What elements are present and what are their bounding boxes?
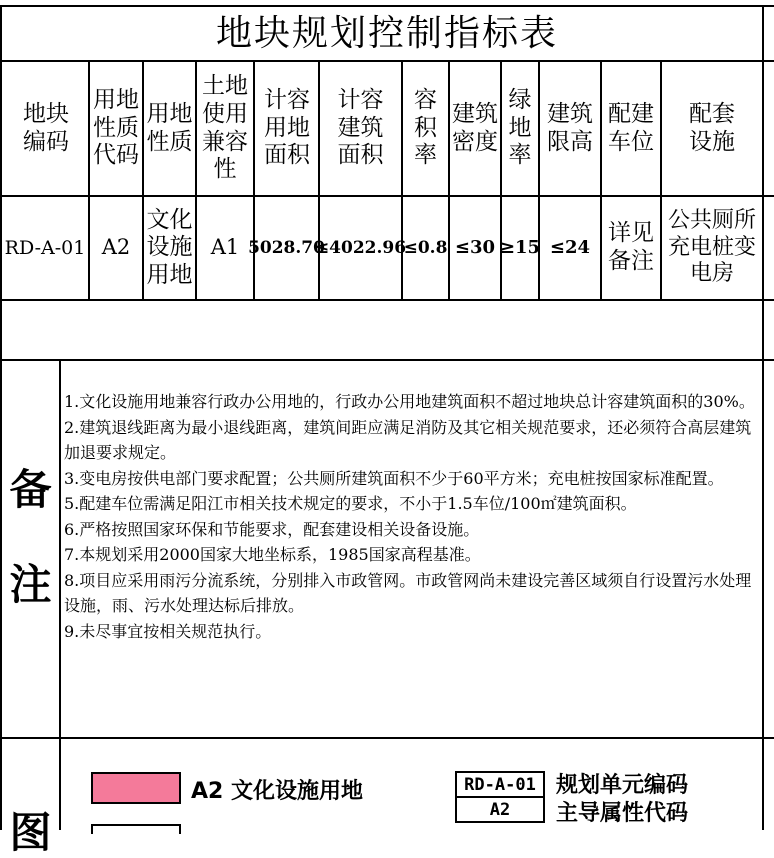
header-compat: 土地使用兼容性	[202, 73, 248, 183]
cell-floor-area: ≤4022.96	[314, 237, 407, 258]
note-item: 9.未尽事宜按相关规范执行。	[64, 621, 272, 641]
note-item: 3.变电房按供电部门要求配置；公共厕所建筑面积不少于60平方米；充电桩按国家标准配置。	[64, 468, 724, 488]
notes-label-1: 备	[9, 464, 52, 514]
header-land-use: 用地性质	[146, 100, 193, 155]
page-title: 地块规划控制指标表	[215, 12, 558, 54]
cell-green: ≥15	[499, 237, 541, 259]
header-green: 绿地率	[508, 87, 532, 169]
header-far: 容积率	[414, 87, 437, 169]
cell-height: ≤24	[549, 237, 591, 259]
cell-far: ≤0.8	[403, 237, 448, 258]
header-floor-area: 计容建筑面积	[337, 87, 384, 169]
border-line	[59, 359, 61, 830]
header-plot-code: 地块编码	[23, 100, 69, 155]
header-land-area: 计容用地面积	[264, 87, 310, 169]
attr-code-box: A2	[455, 796, 545, 823]
cell-land-area: 5028.70	[248, 237, 325, 258]
header-land-code: 用地性质代码	[93, 87, 139, 169]
unit-code-box: RD-A-01	[455, 771, 545, 798]
border-line	[0, 359, 774, 361]
cell-parking: 详见备注	[608, 220, 654, 274]
note-item: 1.文化设施用地兼容行政办公用地的，行政办公用地建筑面积不超过地块总计容建筑面积的30%。	[64, 392, 755, 411]
border-line	[0, 5, 2, 830]
note-item: 5.配建车位需满足阳江市相关技术规定的要求，不小于1.5车位/100㎡建筑面积。	[64, 494, 637, 513]
cell-density: ≤30	[454, 237, 496, 259]
border-line	[0, 299, 774, 301]
header-parking: 配建车位	[608, 100, 654, 155]
note-item: 6.严格按照国家环保和节能要求，配套建设相关设备设施。	[64, 519, 480, 539]
legend-label: 图	[9, 808, 52, 857]
notes-list	[64, 389, 758, 644]
legend-swatch-label: A2 文化设施用地	[191, 779, 363, 804]
attr-code-desc: 主导属性代码	[556, 801, 689, 826]
unit-code-desc: 规划单元编码	[556, 773, 689, 798]
cell-land-code: A2	[101, 235, 131, 260]
cell-land-use: 文化设施用地	[146, 206, 193, 288]
border-line	[762, 5, 764, 830]
header-height: 建筑限高	[547, 100, 593, 155]
cell-compat: A1	[210, 235, 240, 260]
cell-plot-code: RD-A-01	[4, 236, 86, 259]
legend-swatch	[91, 772, 181, 804]
note-item: 7.本规划采用2000国家大地坐标系，1985国家高程基准。	[64, 545, 481, 564]
cell-facilities: 公共厕所充电桩变电房	[667, 208, 756, 287]
border-line	[0, 737, 774, 739]
notes-label-2: 注	[9, 559, 52, 609]
note-item: 8.项目应采用雨污分流系统，分别排入市政管网。市政管网尚未建设完善区域须自行设置污水处理设施，雨、污水处理达标后排放。	[64, 570, 752, 615]
header-facilities: 配套设施	[689, 100, 735, 155]
legend-swatch-2	[91, 824, 181, 834]
header-density: 建筑密度	[452, 100, 498, 155]
note-item: 2.建筑退线距离为最小退线距离，建筑间距应满足消防及其它相关规范要求，还必须符合高层建筑加退要求规定。	[64, 417, 752, 462]
